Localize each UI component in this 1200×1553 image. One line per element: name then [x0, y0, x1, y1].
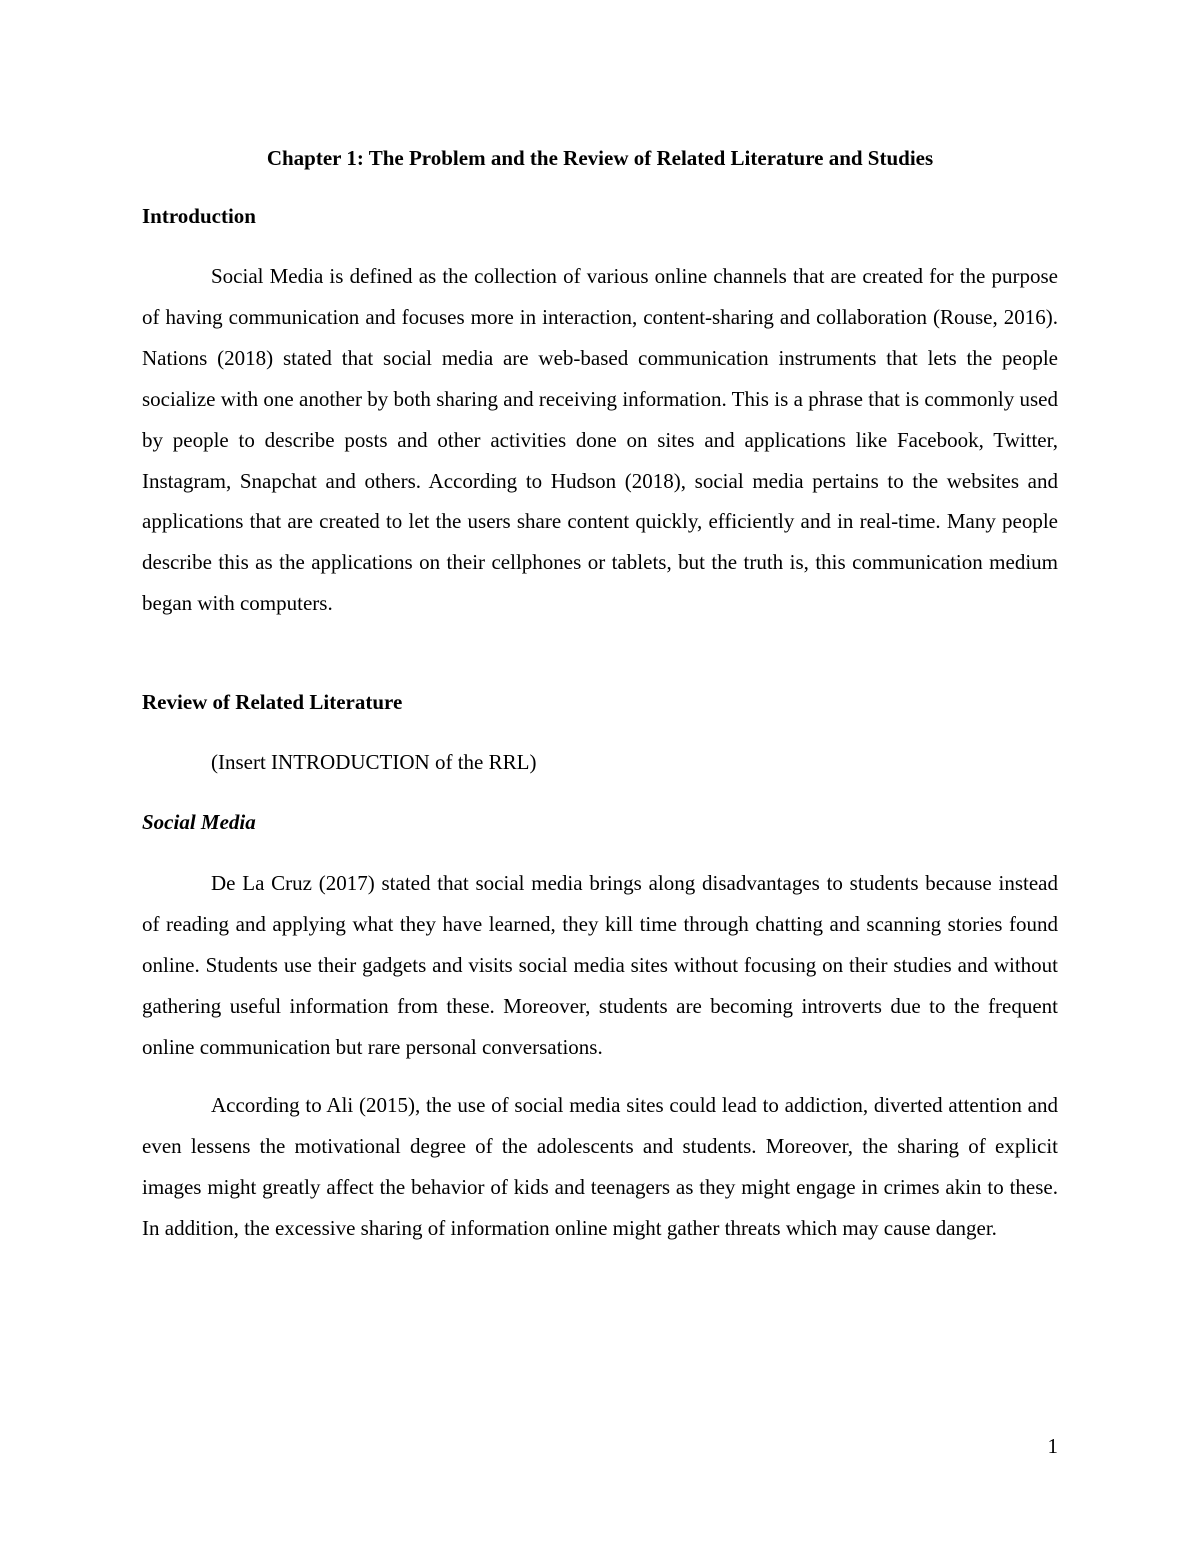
- social-media-paragraph-2: According to Ali (2015), the use of social media sites could lead to addiction, diverted attention and even lessens the motivational degree of the adolescents and students. Moreover, the sharing of explicit images might greatly affect the behavior of kids and teenagers as they might engage in crimes akin to these. In addition, the excessive sharing of information online might gather threats which may cause danger.: [142, 1093, 1058, 1240]
- chapter-title: Chapter 1: The Problem and the Review of Related Literature and Studies: [266, 146, 934, 170]
- social-media-paragraph-1: De La Cruz (2017) stated that social media brings along disadvantages to students because instead of reading and applying what they have learned, they kill time through chatting and scanning stories found online. Students use their gadgets and visits social media sites without focusing on their studies and without gathering useful information from these. Moreover, students are becoming introverts due to the frequent online communication but rare personal conversations.: [142, 871, 1058, 1059]
- social-media-subheading: Social Media: [142, 810, 256, 834]
- page-number: 1: [1047, 1434, 1058, 1458]
- review-heading: Review of Related Literature: [142, 690, 403, 714]
- introduction-paragraph: Social Media is defined as the collection of various online channels that are created for the purpose of having communication and focuses more in interaction, content-sharing and collaboration (Rouse, 2016). Nations (2018) stated that social media are web-based communication instruments that lets the people socialize with one another by both sharing and receiving information. This is a phrase that is commonly used by people to describe posts and other activities done on sites and applications like Facebook, Twitter, Instagram, Snapchat and others. According to Hudson (2018), social media pertains to the websites and applications that are created to let the users share content quickly, efficiently and in real-time. Many people describe this as the applications on their cellphones or tablets, but the truth is, this communication medium began with computers.: [142, 264, 1058, 616]
- rrl-placeholder-note: (Insert INTRODUCTION of the RRL): [211, 750, 537, 774]
- introduction-heading: Introduction: [142, 204, 256, 228]
